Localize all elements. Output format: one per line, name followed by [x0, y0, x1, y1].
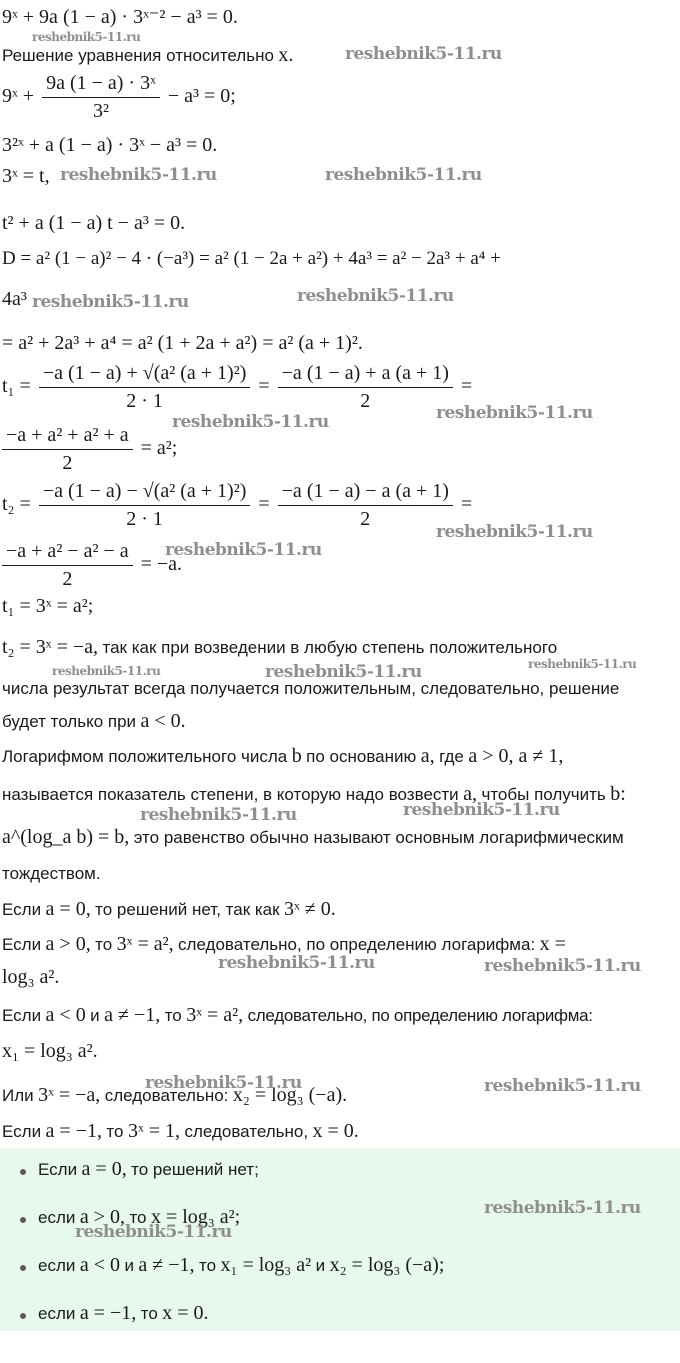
- fraction: [2, 540, 133, 591]
- fraction-numerator: −a (1 − a) − √(a² (a + 1)²): [39, 480, 251, 506]
- text-part: Или: [2, 1086, 34, 1105]
- watermark: reshebnik5-11.ru: [218, 953, 375, 973]
- fraction-denominator: 2 · 1: [126, 390, 163, 412]
- math-part: x = 0.: [312, 1120, 359, 1142]
- math-part: b: [291, 745, 302, 767]
- text-part: Если: [2, 1006, 42, 1025]
- equals: =: [258, 375, 270, 398]
- watermark: reshebnik5-11.ru: [32, 30, 141, 44]
- text-part: если: [38, 1256, 76, 1275]
- watermark: reshebnik5-11.ru: [528, 657, 637, 671]
- math-part: a < 0.: [140, 710, 186, 732]
- text-part: и: [315, 1256, 326, 1275]
- math-part: a^(log_a b) = b,: [2, 826, 130, 848]
- discriminant: D = a² (1 − a)² − 4 · (−a³) = a² (1 − 2a + a²) + 4a³ = a² − 2a³ + a⁴ +: [2, 248, 501, 269]
- substitution: 3ˣ = t,: [2, 165, 50, 187]
- text-part: следовательно,: [184, 1122, 309, 1141]
- text-part: Если: [2, 1122, 42, 1141]
- math-line: x₁ = log₃ a².: [2, 1040, 98, 1062]
- math-part: a = −1,: [79, 1302, 137, 1324]
- text-part: то: [129, 1208, 147, 1227]
- watermark: reshebnik5-11.ru: [145, 1073, 302, 1093]
- bullet-icon: [20, 1169, 26, 1175]
- text-part: Если: [2, 900, 42, 919]
- math-part: x₂ = log₃ (−a);: [329, 1254, 445, 1276]
- math-part: 3ˣ = 1,: [127, 1120, 180, 1142]
- text-part: если: [38, 1208, 76, 1227]
- watermark: reshebnik5-11.ru: [436, 522, 593, 542]
- math-part: a = −1,: [45, 1120, 102, 1142]
- fraction-denominator: 2: [62, 452, 73, 474]
- fraction: [278, 362, 453, 413]
- root-t2: [2, 480, 472, 531]
- math-line: log₃ a².: [2, 966, 60, 988]
- bullet-icon: [20, 1217, 26, 1223]
- watermark: reshebnik5-11.ru: [484, 1198, 641, 1218]
- watermark: reshebnik5-11.ru: [484, 956, 641, 976]
- text-part: по основанию: [306, 747, 417, 766]
- discriminant-cont: 4a³: [2, 288, 27, 310]
- t2-text: так как при возведении в любую степень положительного: [102, 638, 558, 657]
- text-part: и: [90, 1006, 100, 1025]
- math-part: x =: [539, 933, 566, 955]
- fraction-denominator: 3²: [92, 100, 109, 122]
- text-part: то: [95, 935, 113, 954]
- text-line: [2, 710, 186, 733]
- equation-original: 9ˣ + 9a (1 − a) · 3ˣ⁻² − a³ = 0.: [2, 6, 238, 28]
- text-part: где: [439, 747, 464, 766]
- text-part: Если: [2, 935, 42, 954]
- intro-text: Решение уравнения относительно: [2, 46, 274, 65]
- math-part: b:: [610, 783, 626, 805]
- root-t1: [2, 362, 472, 413]
- fraction-numerator: −a (1 − a) − a (a + 1): [278, 480, 453, 506]
- quadratic-equation: t² + a (1 − a) t − a³ = 0.: [2, 212, 186, 234]
- answer-item: [38, 1158, 259, 1181]
- t2-lhs: t₂ =: [2, 493, 31, 516]
- text-part: то решений нет, так как: [95, 900, 280, 919]
- fraction: [278, 480, 453, 531]
- fraction-denominator: 2: [360, 390, 371, 412]
- fraction: [39, 362, 251, 413]
- equation-step: 3²ˣ + a (1 − a) · 3ˣ − a³ = 0.: [2, 134, 218, 156]
- math-part: a = 0,: [45, 898, 91, 920]
- text-part: Логарифмом положительного числа: [2, 747, 288, 766]
- math-part: 3ˣ = a²,: [116, 933, 174, 955]
- t2-result: = −a.: [140, 553, 183, 576]
- text-part: и: [124, 1256, 134, 1275]
- equals: =: [460, 375, 473, 398]
- text-part: то: [140, 1304, 158, 1323]
- math-part: x₁ = log₃ a²: [220, 1254, 312, 1276]
- text-part: следовательно, по определению логарифма:: [178, 935, 536, 954]
- fraction-numerator: −a (1 − a) + √(a² (a + 1)²): [39, 362, 251, 388]
- math-part: a,: [420, 745, 435, 767]
- text-part: если: [38, 1304, 76, 1323]
- watermark: reshebnik5-11.ru: [172, 412, 329, 432]
- bullet-icon: [20, 1265, 26, 1271]
- answer-item: [38, 1254, 444, 1277]
- watermark: reshebnik5-11.ru: [60, 165, 217, 185]
- equals: =: [258, 493, 270, 516]
- watermark: reshebnik5-11.ru: [403, 800, 560, 820]
- equation-step-fraction: [2, 72, 236, 123]
- math-part: a > 0,: [79, 1206, 125, 1228]
- root-t1-cont: [2, 424, 177, 475]
- watermark: reshebnik5-11.ru: [165, 540, 322, 560]
- fraction: [39, 480, 251, 531]
- answer-item: [38, 1302, 209, 1325]
- math-part: a < 0: [45, 1004, 86, 1026]
- text-part: то: [198, 1256, 217, 1275]
- log-definition: [2, 745, 563, 768]
- fraction-numerator: 9a (1 − a) · 3ˣ: [42, 72, 160, 98]
- intro-var: x.: [278, 44, 294, 66]
- math-part: a < 0: [79, 1254, 120, 1276]
- text-part: чтобы получить: [481, 785, 606, 804]
- math-part: 3ˣ = a²,: [186, 1004, 244, 1026]
- t1-lhs: t₁ =: [2, 375, 31, 398]
- answer-box: [0, 1148, 680, 1331]
- fraction-numerator: −a (1 − a) + a (a + 1): [278, 362, 453, 388]
- text-part: то: [164, 1006, 182, 1025]
- math-part: a > 0,: [45, 933, 91, 955]
- math-part: a,: [463, 783, 478, 805]
- watermark: reshebnik5-11.ru: [484, 1076, 641, 1096]
- case-a-minus-one: [2, 1120, 359, 1143]
- text-part: Если: [38, 1160, 78, 1179]
- math-part: x₂ = log₃ (−a).: [232, 1084, 348, 1106]
- text-part: следовательно, по определению логарифма:: [247, 1006, 593, 1025]
- fraction: [42, 72, 160, 123]
- math-part: x = log₃ a²;: [150, 1206, 241, 1228]
- solution-intro: [2, 44, 293, 67]
- watermark: reshebnik5-11.ru: [75, 1222, 232, 1242]
- watermark: reshebnik5-11.ru: [140, 805, 297, 825]
- log-identity: [2, 826, 624, 849]
- text-part: это равенство обычно называют основным логарифмическим: [133, 828, 624, 847]
- fraction-denominator: 2: [62, 568, 73, 590]
- math-part: 3ˣ = −a,: [38, 1084, 101, 1106]
- math-part: a ≠ −1,: [138, 1254, 195, 1276]
- equals: =: [460, 493, 473, 516]
- t1-result: = a²;: [140, 437, 178, 460]
- bullet-icon: [20, 1313, 26, 1319]
- step-part: 9ˣ +: [2, 85, 35, 108]
- step-part: − a³ = 0;: [167, 85, 236, 108]
- fraction-numerator: −a + a² + a² + a: [2, 424, 133, 450]
- text-part: называется показатель степени, в которую надо возвести: [2, 785, 459, 804]
- text-part: то решений нет;: [131, 1160, 259, 1179]
- math-part: 3ˣ ≠ 0.: [284, 898, 336, 920]
- watermark: reshebnik5-11.ru: [52, 664, 161, 678]
- text-part: то: [106, 1122, 124, 1141]
- case-a-zero: [2, 898, 336, 921]
- discriminant-simplified: = a² + 2a³ + a⁴ = a² (1 + 2a + a²) = a² (a + 1)².: [2, 332, 363, 354]
- math-part: a ≠ −1,: [104, 1004, 161, 1026]
- watermark: reshebnik5-11.ru: [436, 403, 593, 423]
- watermark: reshebnik5-11.ru: [32, 292, 189, 312]
- text-part: следовательно:: [104, 1086, 229, 1105]
- watermark: reshebnik5-11.ru: [345, 44, 502, 64]
- watermark: reshebnik5-11.ru: [297, 286, 454, 306]
- watermark: reshebnik5-11.ru: [325, 165, 482, 185]
- root-t2-cont: [2, 540, 182, 591]
- watermark: reshebnik5-11.ru: [265, 662, 422, 682]
- t1-equation: t₁ = 3ˣ = a²;: [2, 595, 94, 617]
- t2-math: t₂ = 3ˣ = −a,: [2, 636, 99, 658]
- math-part: a = 0,: [81, 1158, 127, 1180]
- fraction-denominator: 2: [360, 508, 371, 530]
- math-part: x = 0.: [162, 1302, 209, 1324]
- text-line: числа результат всегда получается положительным, следовательно, решение: [2, 679, 620, 698]
- t2-explanation: [2, 636, 557, 659]
- text-line: тождеством.: [2, 864, 101, 883]
- fraction: [2, 424, 133, 475]
- fraction-denominator: 2 · 1: [126, 508, 163, 530]
- text-part: будет только при: [2, 712, 137, 731]
- math-part: a > 0, a ≠ 1,: [468, 745, 564, 767]
- fraction-numerator: −a + a² − a² − a: [2, 540, 133, 566]
- case-a-negative: [2, 1004, 593, 1027]
